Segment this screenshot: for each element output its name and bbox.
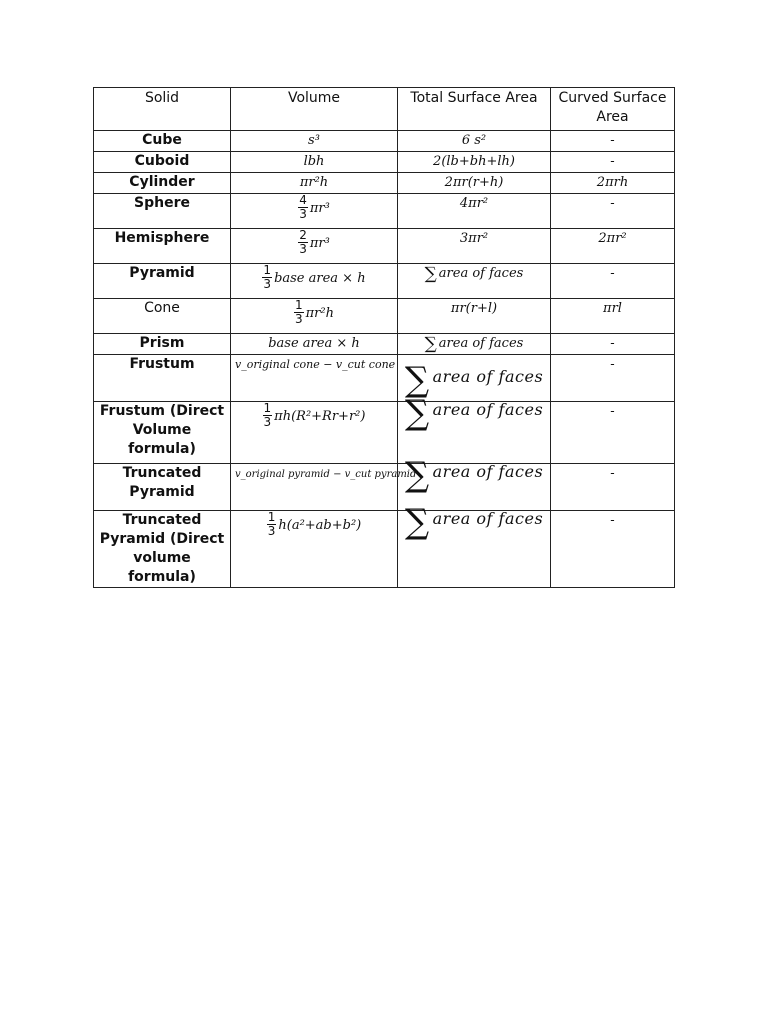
csa-formula: 2πrh — [551, 173, 675, 194]
volume-formula: $\frac{1}{3}$ base area × h — [231, 264, 398, 299]
fraction: $\frac{1}{3}$ — [267, 510, 276, 538]
fraction: $\frac{2}{3}$ — [299, 228, 307, 256]
volume-formula: v_original pyramid − v_cut pyramid — [231, 464, 398, 511]
header-solid: Solid — [94, 88, 231, 131]
tsa-formula: 2(lb+bh+lh) — [398, 152, 551, 173]
tsa-formula: ∑ area of faces — [398, 334, 551, 355]
summation-symbol: ∑ — [404, 359, 430, 400]
solid-name: Cone — [94, 299, 231, 334]
csa-formula: - — [551, 194, 675, 229]
fraction: $\frac{4}{3}$ — [299, 193, 307, 221]
tsa-formula: 3πr² — [398, 229, 551, 264]
solid-name: Truncated Pyramid (Direct volume formula) — [94, 511, 231, 588]
volume-formula: $\frac{1}{3}$ πh(R²+Rr+r²) — [231, 402, 398, 464]
csa-formula: - — [551, 464, 675, 511]
solid-name: Sphere — [94, 194, 231, 229]
summation-symbol: ∑ — [404, 393, 430, 433]
tsa-formula: πr(r+l) — [398, 299, 551, 334]
table-row — [94, 229, 675, 264]
csa-formula: - — [551, 511, 675, 588]
summation-symbol: ∑ — [424, 334, 437, 354]
csa-formula: πrl — [551, 299, 675, 334]
volume-formula: s³ — [231, 131, 398, 152]
fraction: $\frac{1}{3}$ — [263, 401, 272, 429]
solid-name: Pyramid — [94, 264, 231, 299]
csa-formula: - — [551, 131, 675, 152]
solid-name: Hemisphere — [94, 229, 231, 264]
tsa-formula: ∑ area of faces — [398, 464, 551, 511]
csa-formula: 2πr² — [551, 229, 675, 264]
solid-name: Cuboid — [94, 152, 231, 173]
tsa-formula: ∑ area of faces — [398, 511, 551, 588]
volume-formula: $\frac{1}{3}$ h(a²+ab+b²) — [231, 511, 398, 588]
csa-formula: - — [551, 334, 675, 355]
table-row — [94, 264, 675, 299]
fraction: $\frac{1}{3}$ — [295, 298, 303, 326]
solid-name: Prism — [94, 334, 231, 355]
volume-formula: base area × h — [231, 334, 398, 355]
summation-symbol: ∑ — [404, 455, 430, 495]
header-volume: Volume — [231, 88, 398, 131]
table-row — [94, 334, 675, 355]
volume-formula: $\frac{2}{3}$ πr³ — [231, 229, 398, 264]
tsa-formula: ∑ area of faces — [398, 402, 551, 464]
solid-name: Frustum (Direct Volume formula) — [94, 402, 231, 464]
solids-formula-table — [93, 87, 675, 588]
header-curved-surface-area: Curved Surface Area — [551, 88, 675, 131]
tsa-formula: 2πr(r+h) — [398, 173, 551, 194]
tsa-formula: ∑ area of faces — [398, 355, 551, 402]
table-row — [94, 131, 675, 152]
header-total-surface-area: Total Surface Area — [398, 88, 551, 131]
solid-name: Frustum — [94, 355, 231, 402]
tsa-formula: ∑ area of faces — [398, 264, 551, 299]
tsa-formula: 4πr² — [398, 194, 551, 229]
solid-name: Truncated Pyramid — [94, 464, 231, 511]
volume-formula: $\frac{4}{3}$ πr³ — [231, 194, 398, 229]
summation-symbol: ∑ — [404, 502, 430, 542]
table-row — [94, 194, 675, 229]
summation-symbol: ∑ — [424, 264, 437, 284]
table-row — [94, 464, 675, 511]
solid-name: Cube — [94, 131, 231, 152]
fraction: $\frac{1}{3}$ — [263, 263, 272, 291]
table-header-row — [94, 88, 675, 131]
table-row — [94, 511, 675, 588]
table-row — [94, 152, 675, 173]
volume-formula: $\frac{1}{3}$ πr²h — [231, 299, 398, 334]
volume-formula: πr²h — [231, 173, 398, 194]
volume-formula: lbh — [231, 152, 398, 173]
csa-formula: - — [551, 152, 675, 173]
csa-formula: - — [551, 355, 675, 402]
solid-name: Cylinder — [94, 173, 231, 194]
volume-formula: v_original cone − v_cut cone — [231, 355, 398, 402]
csa-formula: - — [551, 402, 675, 464]
csa-formula: - — [551, 264, 675, 299]
table-row — [94, 173, 675, 194]
tsa-formula: 6 s² — [398, 131, 551, 152]
table-row — [94, 402, 675, 464]
table-row — [94, 299, 675, 334]
table-row — [94, 355, 675, 402]
